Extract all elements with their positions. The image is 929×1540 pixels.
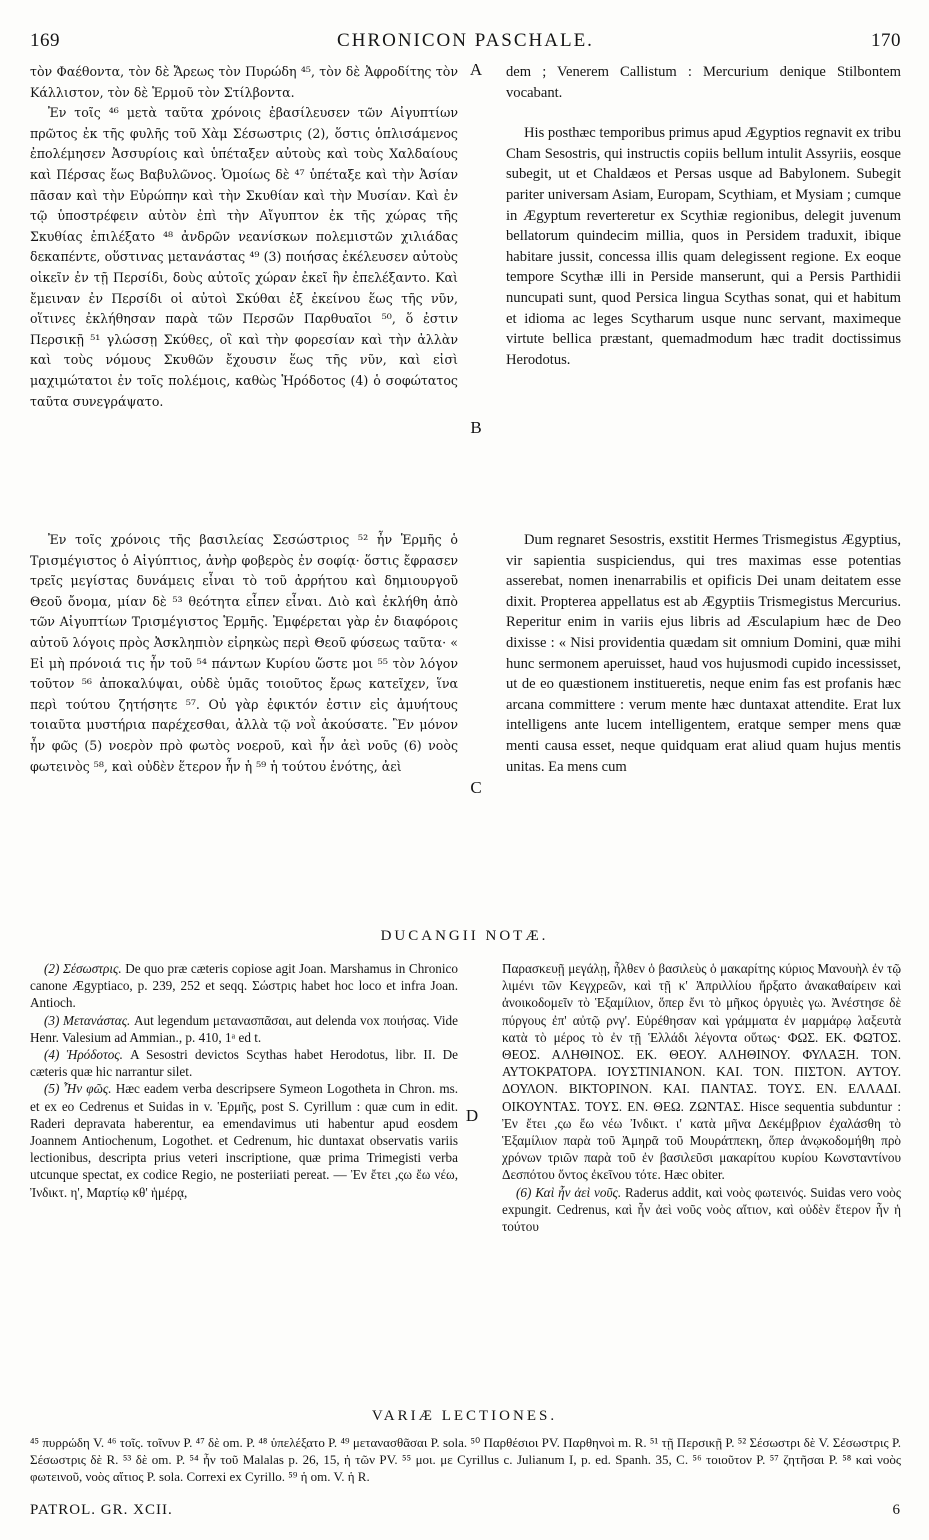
greek-paragraph: Ἐν τοῖς χρόνοις τῆς βασιλείας Σεσώστριος ⁵² ἦν Ἑρμῆς ὁ Τρισμέγιστος ὁ Αἰγύπτιος, ἀνὴρ φοβερὸς ἐν σοφίᾳ· ὅστις ἔφρασεν τρεῖς μεγίστας δυνάμεις εἶναι τὸ τοῦ ἀρρήτου καὶ δημιουργοῦ Θεοῦ ὄνομα, μίαν δὲ ⁵³ θεότητα εἶπεν εἶναι. Διὸ καὶ ἐκλήθη ἀπὸ τῶν Αἰγυπτίων Τρισμέγιστος Ἑρμῆς. Ἐμφέρεται γὰρ ἐν διαφόροις αὐτοῦ λόγοις πρὸς Ἀσκληπιὸν εἰρηκὼς περὶ Θεοῦ φύσεως ταῦτα· « Εἰ μὴ πρόνοιά τις ἦν τοῦ ⁵⁴ πάντων Κυρίου ὥστε μοι ⁵⁵ τὸν λόγον τοῦτον ⁵⁶ ἀποκαλύψαι, οὐδὲ ὑμᾶς τοιοῦτος ἔρως κατεῖχεν, ἵνα περὶ τούτου ζητήσητε ⁵⁷. Οὐ γὰρ ἐφικτόν ἐστιν εἰς ἀμυήτους τοιαῦτα μυστήρια παρέχεσθαι, ἀλλὰ τῷ νοῒ ἀκούσατε. Ἓν μόνον ἦν φῶς (5) νοερὸν πρὸ φωτὸς νοεροῦ, καὶ ἦν ἀεὶ νοῦς (6) νοὸς φωτεινὸς ⁵⁸, καὶ οὐδὲν ἕτερον ἦν ἡ ⁵⁹ ἡ τούτου ἑνότης, ἀεὶ (30, 532, 458, 774)
note-item (502, 960, 901, 1184)
note-lemma: (5) Ἦν φῶς. (44, 1081, 112, 1097)
latin-paragraph: Dum regnaret Sesostris, exstitit Hermes Trismegistus Ægyptius, vir sapientia suspiciendus, qui tres maximas esse potentias asserebat, nomen inenarrabilis et opificis Dei unam deitatem esse dixit. Propterea appellatus est ab Ægyptiis Trismegistus Mercurius. Reperitur enim in variis ejus libris ad Æsculapium hæc de Deo dixisse : « Nisi providentia quædam sit omnium Domini, quæ mihi hunc sermonem aperuisset, haud vos hujusmodi cupido incessisset, ut de eo quæstionem institueretis, neque enim fas est profanis hæc arcana committere : verum mente hæc duntaxat attendite. Erat lux intelligens ante lucem intelligentem, eratque semper mens quæ menti causa esset, neque quidquam erat aliud quam hujus mentis unitas. Ea mens cum (506, 532, 901, 775)
note-text: Hæc eadem verba descripsere Symeon Logotheta in Chron. ms. et ex eo Cedrenus et Suidas in v. Ἑρμῆς, post S. Cyrillum : quæ cum in edit. Raderi depravata haberentur, ea emendavimus uti habentur apud eosdem Joannem Antiochenum, Logothet. et Cedrenum, hic duntaxat observatis variis lectionibus, descripta prius veteri inscriptione, quæ prima Trimegisti verba utcunque spectat, ex codice Regio, ne posteriiati pereat. — Ἐν ἔτει ,ςω ἔω νέω, Ἰνδικτ. η', Μαρτίῳ κθ' ἡμέρᾳ, (30, 1081, 459, 1200)
note-item (502, 1184, 901, 1236)
note-text: Aut legendum μετανασπᾶσαι, aut delenda vox ποιήσας. Vide Henr. Valesium ad Ammian., p. 410, 1ᵃ ed t. (30, 1012, 458, 1045)
right-page-number: 170 (870, 30, 901, 51)
variae-heading: VARIÆ LECTIONES. (371, 1408, 558, 1424)
footer-signature: 6 (892, 1502, 901, 1518)
greek-paragraph: Ἐν τοῖς ⁴⁶ μετὰ ταῦτα χρόνοις ἐβασίλευσεν τῶν Αἰγυπτίων πρῶτος ἐκ τῆς φυλῆς τοῦ Χὰμ Σέσωστρις (2), ὅστις ὁπλισάμενος ἐπολέμησεν Ἀσσυρίοις καὶ ὑπέταξεν αὐτοὺς καὶ τοὺς Χαλδαίους καὶ Πέρσας ἕως Βαβυλῶνος. Ὁμοίως δὲ ⁴⁷ ὑπέταξε καὶ τὴν Ἀσίαν πᾶσαν καὶ τὴν Εὐρώπην καὶ τὴν Σκυθίαν καὶ τὴν Μυσίαν. Καὶ ἐν τῷ ὑποστρέφειν αὐτὸν ἐπὶ τὴν Αἴγυπτον ἐκ τῆς χώρας τῆς Σκυθίας ἐπιλέξατο ⁴⁸ ἀνδρῶν νεανίσκων πολεμιστῶν χιλιάδας δεκαπέντε, οὕστινας μετανάστας ⁴⁹ (3) ποιήσας ἐκέλευσεν αὐτοὺς οἰκεῖν ἐν τῇ Περσίδι, δοὺς αὐτοῖς χώραν ἐκεῖ ἣν ἐπελέξαντο. Καὶ ἔμειναν ἐν Περσίδι οἱ αὐτοὶ Σκύθαι ἐξ ἐκείνου ἕως τῆς νῦν, οἵτινες ἐκλήθησαν παρὰ τῶν Περσῶν Παρθυαῖοι ⁵⁰, ὅ ἐστιν Περσικῇ ⁵¹ γλώσσῃ Σκύθες, οἳ καὶ τὴν φορεσίαν καὶ τὴν ἀλλὰν καὶ τοὺς νόμους Σκυθῶν ἔχουσιν ἕως τῆς νῦν, καὶ εἰσὶ μαχιμώτατοι ἐν τοῖς πολέμοις, καθὼς Ἡρόδοτος (4) ὁ σοφώτατος ταῦτα συνεγράψατο. (30, 105, 458, 409)
margin-mark-c: C (470, 778, 482, 797)
left-page-number: 169 (30, 30, 60, 51)
greek-column-2 (30, 530, 458, 905)
footer-volume: PATROL. GR. XCII. (30, 1502, 173, 1518)
note-text: Raderus addit, καὶ νοὸς φωτεινός. Suidas vero νοὸς expungit. Cedrenus, καὶ ἦν ἀεὶ νοῦς νοὸς αἴτιον, καὶ οὐδὲν ἕτερον ἦν ἡ τούτου (502, 1184, 901, 1235)
latin-paragraph: dem ; Venerem Callistum : Mercurium denique Stilbontem vocabant. (506, 64, 901, 101)
variae-lectiones: ⁴⁵ πυρρώδη V. ⁴⁶ τοῖς. τοῖνυν P. ⁴⁷ δὲ om. P. ⁴⁸ ὑπελέξατο P. ⁴⁹ μετανασθᾶσαι P. sola. ⁵⁰ Παρθέσιοι PV. Παρθηνοὶ m. R. ⁵¹ τῇ Περσικῇ P. ⁵² Σέσωστρι δὲ V. Σέσωστρις P. Σέσωστρις δὲ R. ⁵³ δὲ om. P. ⁵⁴ ἦν τοῦ Malalas p. 26, 15, ἡ τῶν PV. ⁵⁵ μοι. με Cyrillus c. Julianum I, p. ed. Spanh. 35, C. ⁵⁶ τοιοῦτον P. ⁵⁷ ζητῆσαι P. ⁵⁸ καὶ νοὸς φωτεινοῦ, νοὸς αἴτιος P. sola. Correxi ex Cyrillo. ⁵⁹ ἡ om. V. ἡ R. (30, 1435, 901, 1484)
note-item (30, 1046, 458, 1080)
note-lemma: (6) Καὶ ἦν ἀεὶ νοῦς. (516, 1184, 622, 1200)
note-item (30, 960, 458, 1012)
margin-mark-d: D (465, 1106, 479, 1125)
note-text: De quo præ cæteris copiose agit Joan. Marshamus in Chronico canone Ægyptiaco, p. 239, 252 et seqq. Σώστρις habet hoc loco et infra Joan. Antioch. (30, 961, 459, 1011)
latin-paragraph: His posthæc temporibus primus apud Ægyptios regnavit ex tribu Cham Sesostris, qui instructis copiis bellum intulit Assyriis, eosque subegit, ut et Chaldæos et Persas usque ad Babylonem. Subegit pariter universam Asiam, Europam, Scythiam, et Mysiam ; cumque in Ægyptum reverteretur ex Scythiæ regionibus, delegit juvenum bellatorum quindecim millia, quos in Persidem traduxit, ibique habitare jussit, concessa illis quam delegissent regione. Ex eoque tempore Scythæ illi in Perside manserunt, qui a Persis Parthidii nuncupati sunt, quod Persica lingua Scythas sonat, qui et habitum et idioma ac leges Scytharum usque nunc servant, maximeque virtute bellica præstant, quemadmodum hæc tradit doctissimus Herodotus. (506, 125, 901, 368)
notes-section (30, 960, 901, 1390)
margin-mark-b: B (470, 418, 482, 437)
page-footer (30, 1502, 901, 1519)
text-section-2 (30, 530, 901, 905)
note-lemma: (4) Ἡρόδοτος. (44, 1047, 123, 1063)
running-header (30, 30, 901, 54)
latin-column-1 (506, 62, 901, 527)
notes-left-column (30, 960, 458, 1390)
running-title: CHRONICON PASCHALE. (337, 30, 594, 51)
note-item (30, 1012, 458, 1046)
greek-paragraph: τὸν Φαέθοντα, τὸν δὲ Ἄρεως τὸν Πυρώδη ⁴⁵, τὸν δὲ Ἀφροδίτης τὸν Κάλλιστον, τὸν δὲ Ἑρμοῦ τὸν Στίλβοντα. (30, 64, 458, 100)
margin-mark-a: A (469, 60, 483, 79)
note-text: Παρασκευῇ μεγάλῃ, ἦλθεν ὁ βασιλεὺς ὁ μακαρίτης κύριος Μανουὴλ ἐν τῷ λιμένι τῶν Κεγχρεῶν, καὶ τῇ κ' Ἀπριλλίου ἤρξατο ἀνακαθαίρειν καὶ ἀνοικοδομεῖν τὸ Ἑξαμίλιον, ὅπερ ἔνι τὸ μῆκος ὀργυιὲς γω. Ἀνέστησε δὲ πύργους ἐπ' αὐτῷ ρνγ'. Εὑρέθησαν καὶ γράμματα ἐν μαρμάρῳ λαξευτὰ κατὰ τὸ μέρος τὸ ἐν τῇ Ἑλλάδι λέγοντα οὕτως· ΦΩΣ. ΕΚ. ΦΩΤΟΣ. ΘΕΟΣ. ΑΛΗΘΙΝΟΣ. ΕΚ. ΘΕΟΥ. ΑΛΗΘΙΝΟΥ. ΦΥΛΑΞΗ. ΤΟΝ. ΑΥΤΟΚΡΑΤΟΡΑ. ΙΟΥΣΤΙΝΙΑΝΟΝ. ΚΑΙ. ΤΟΝ. ΠΙΣΤΟΝ. ΑΥΤΟΥ. ΔΟΥΛΟΝ. ΒΙΚΤΟΡΙΝΟΝ. ΚΑΙ. ΠΑΝΤΑΣ. ΤΟΥΣ. ΕΝ. ΕΛΛΑΔΙ. ΟΙΚΟΥΝΤΑΣ. ΤΟΥΣ. ΕΝ. ΘΕΩ. ΖΩΝΤΑΣ. Hisce sequentia subduntur : Ἐν ἔτει ,ςω ἔω νέω Ἰνδικτ. ι' κατὰ μῆνα Δεκέμβριον ἐχαλάσθη τὸ Ἑξαμίλιον παρὰ τοῦ Ἀμηρᾶ τοῦ Μουράτπεκη, ὅπερ ἀνῳκοδομήθη πρὸ χρόνων τριῶν παρὰ τοῦ ἐν βασιλεῦσι μακαρίτου κυρίου Κωνσταντίνου Δεσπότου ὄντος ἐκεῖνου τότε. Hæc obiter. (502, 961, 901, 1183)
notes-heading: DUCANGII NOTÆ. (380, 928, 549, 944)
latin-column-2 (506, 530, 901, 905)
notes-right-column (502, 960, 901, 1390)
note-item (30, 1080, 458, 1200)
text-section-1 (30, 62, 901, 527)
note-lemma: (2) Σέσωστρις. (44, 961, 122, 976)
note-lemma: (3) Μετανάστας. (44, 1012, 131, 1028)
greek-column-1 (30, 62, 458, 527)
note-text: A Sesostri devictos Scythas habet Herodotus, libr. II. De cæteris quæ hic narrantur silet. (30, 1047, 458, 1080)
